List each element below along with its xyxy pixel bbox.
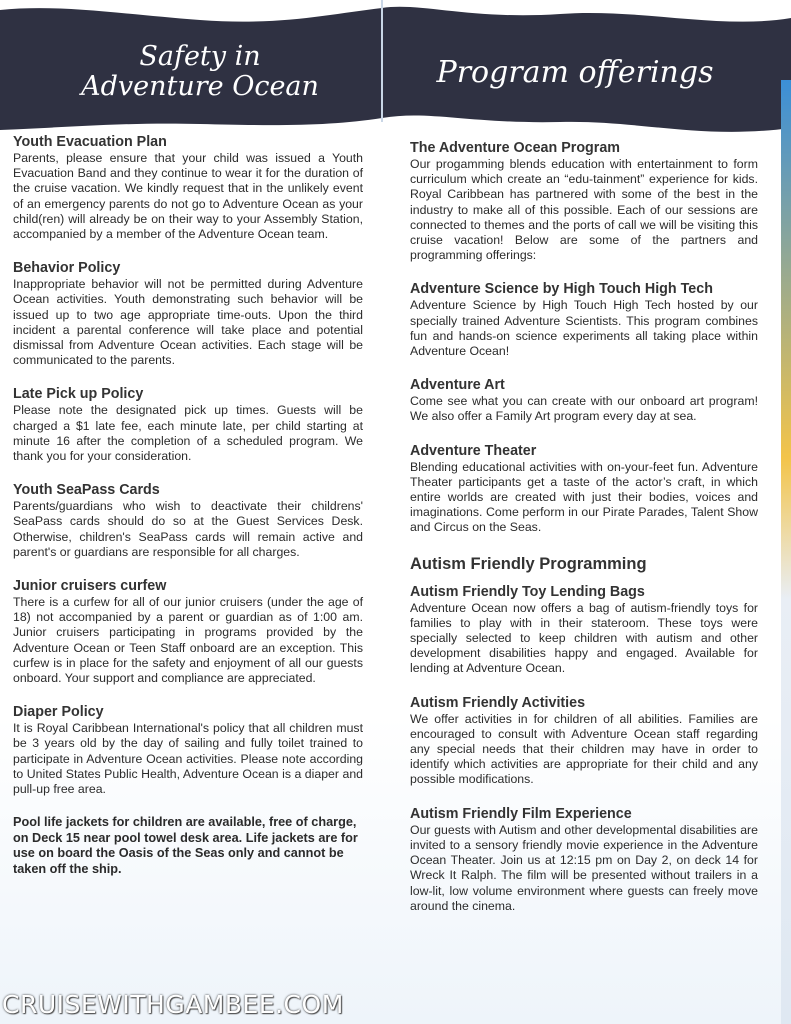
section-late-pickup (13, 386, 363, 464)
section-title: Autism Friendly Activities (410, 694, 586, 711)
section-title: Adventure Science by High Touch High Tech (410, 281, 713, 298)
section-title: Autism Friendly Toy Lending Bags (410, 583, 645, 600)
section-seapass-cards (13, 482, 363, 560)
section-title: Junior cruisers curfew (13, 578, 167, 595)
section-toy-lending-bags (410, 584, 758, 677)
watermark: CRUISEWITHGAMBEE.COM (2, 990, 344, 1019)
section-body: Adventure Ocean now offers a bag of autism-friendly toys for families to play with in their stateroom. These toys were specially selected to keep children with autism and other development disabilities happy and engaged. Available for lending at Adventure Ocean. (410, 600, 758, 676)
section-autism-activities (410, 695, 758, 788)
left-title (40, 42, 360, 102)
section-junior-curfew (13, 578, 363, 686)
section-title: Behavior Policy (13, 260, 121, 277)
section-adventure-ocean-program (410, 140, 758, 263)
section-youth-evacuation (13, 134, 363, 242)
section-body: Blending educational activities with on-your-feet fun. Adventure Theater participants get a taste of the actor’s craft, in which entire worlds are created with just their bodies, voices and imaginations. Come perform in our Pirate Parades, Talent Show and Circus on the Seas. (410, 459, 758, 535)
section-title: Late Pick up Policy (13, 386, 144, 403)
section-body: Parents/guardians who wish to deactivate their childrens' SeaPass cards should do so at the Guest Services Desk. Otherwise, children's SeaPass cards will remain active and parent's or guardians are responsible for all charges. (13, 499, 363, 559)
right-title: Program offerings (436, 55, 714, 90)
section-title: Youth SeaPass Cards (13, 482, 160, 499)
section-adventure-art (410, 377, 758, 424)
autism-programming-heading: Autism Friendly Programming (410, 554, 647, 573)
section-body: Come see what you can create with our onboard art program! We also offer a Family Art program every day at sea. (410, 394, 758, 424)
section-film-experience (410, 806, 758, 914)
section-body: Please note the designated pick up times. Guests will be charged a $1 late fee, each minute late, per child starting at minute 16 after the completion of a scheduled program. We thank you for your consideration. (13, 403, 363, 464)
section-behavior-policy (13, 260, 363, 368)
section-body: Inappropriate behavior will not be permitted during Adventure Ocean activities. Youth demonstrating such behavior will be issued up to two age appropriate time-outs. Upon the third incident a parental conference will take place and potential dismissal from Adventure Ocean activities. Each stage will be communicated to the parents. (13, 277, 363, 368)
section-adventure-science (410, 281, 758, 359)
header-divider (381, 0, 383, 122)
left-column (13, 134, 363, 877)
section-title: Adventure Art (410, 377, 505, 394)
section-body: Parents, please ensure that your child was issued a Youth Evacuation Band and they continue to wear it for the duration of the cruise vacation. We kindly request that in the unlikely event of an emergency parents do not go to Adventure Ocean as your child(ren) will already be on their way to your Assembly Station, accompanied by a member of the Adventure Ocean team. (13, 151, 363, 242)
section-title: Diaper Policy (13, 704, 104, 721)
right-column (410, 140, 758, 932)
pool-life-jacket-note: Pool life jackets for children are available, free of charge, on Deck 15 near pool towel desk area. Life jackets are for use on board the Oasis of the Seas only and cannot be taken off the ship. (13, 815, 358, 876)
left-title-line1: Safety in (139, 41, 261, 72)
section-body: It is Royal Caribbean International's policy that all children must be 3 years old by the day of sailing and fully toilet trained to participate in Adventure Ocean activities. Please note according to United States Public Health, Adventure Ocean is a diaper and pull-up free area. (13, 721, 363, 797)
section-title: Youth Evacuation Plan (13, 134, 167, 150)
section-diaper-policy (13, 704, 363, 797)
left-title-line2: Adventure Ocean (81, 71, 319, 102)
section-adventure-theater (410, 443, 758, 536)
section-title: The Adventure Ocean Program (410, 140, 621, 156)
section-body: Adventure Science by High Touch High Tech hosted by our specially trained Adventure Scientists. This program combines fun and hands-on science experiments all taking place within Adventure Ocean! (410, 298, 758, 359)
section-body: We offer activities in for children of all abilities. Families are encouraged to consult with Adventure Ocean staff regarding any special needs that their children may have in order to identify which activities are appropriate for their child and any possible modifications. (410, 711, 758, 787)
section-title: Autism Friendly Film Experience (410, 805, 632, 822)
section-title: Adventure Theater (410, 442, 537, 459)
page-edge-strip (781, 80, 791, 1024)
section-body: Our progamming blends education with entertainment to form curriculum which create an “edu-tainment” experience for kids. Royal Caribbean has partnered with some of the best in the industry to make all of this possible. Each of our sessions are connected to themes and the ports of call we will be visiting this cruise vacation! Below are some of the partners and programming offerings: (410, 157, 758, 263)
section-body: There is a curfew for all of our junior cruisers (under the age of 18) not accompanied by a parent or guardian as of 1:00 am. Junior cruisers participating in programs provided by the Adventure Ocean or Teen Staff onboard are an exception. This curfew is in place for the safety and enjoyment of all our guests onboard. Your support and compliance are appreciated. (13, 595, 363, 686)
section-body: Our guests with Autism and other developmental disabilities are invited to a sensory friendly movie experience in the Adventure Ocean Theater. Join us at 12:15 pm on Day 2, on deck 14 for Wreck It Ralph. The film will be presented without trailers in a low-lit, low volume environment where guests can freely move around the cinema. (410, 822, 758, 913)
